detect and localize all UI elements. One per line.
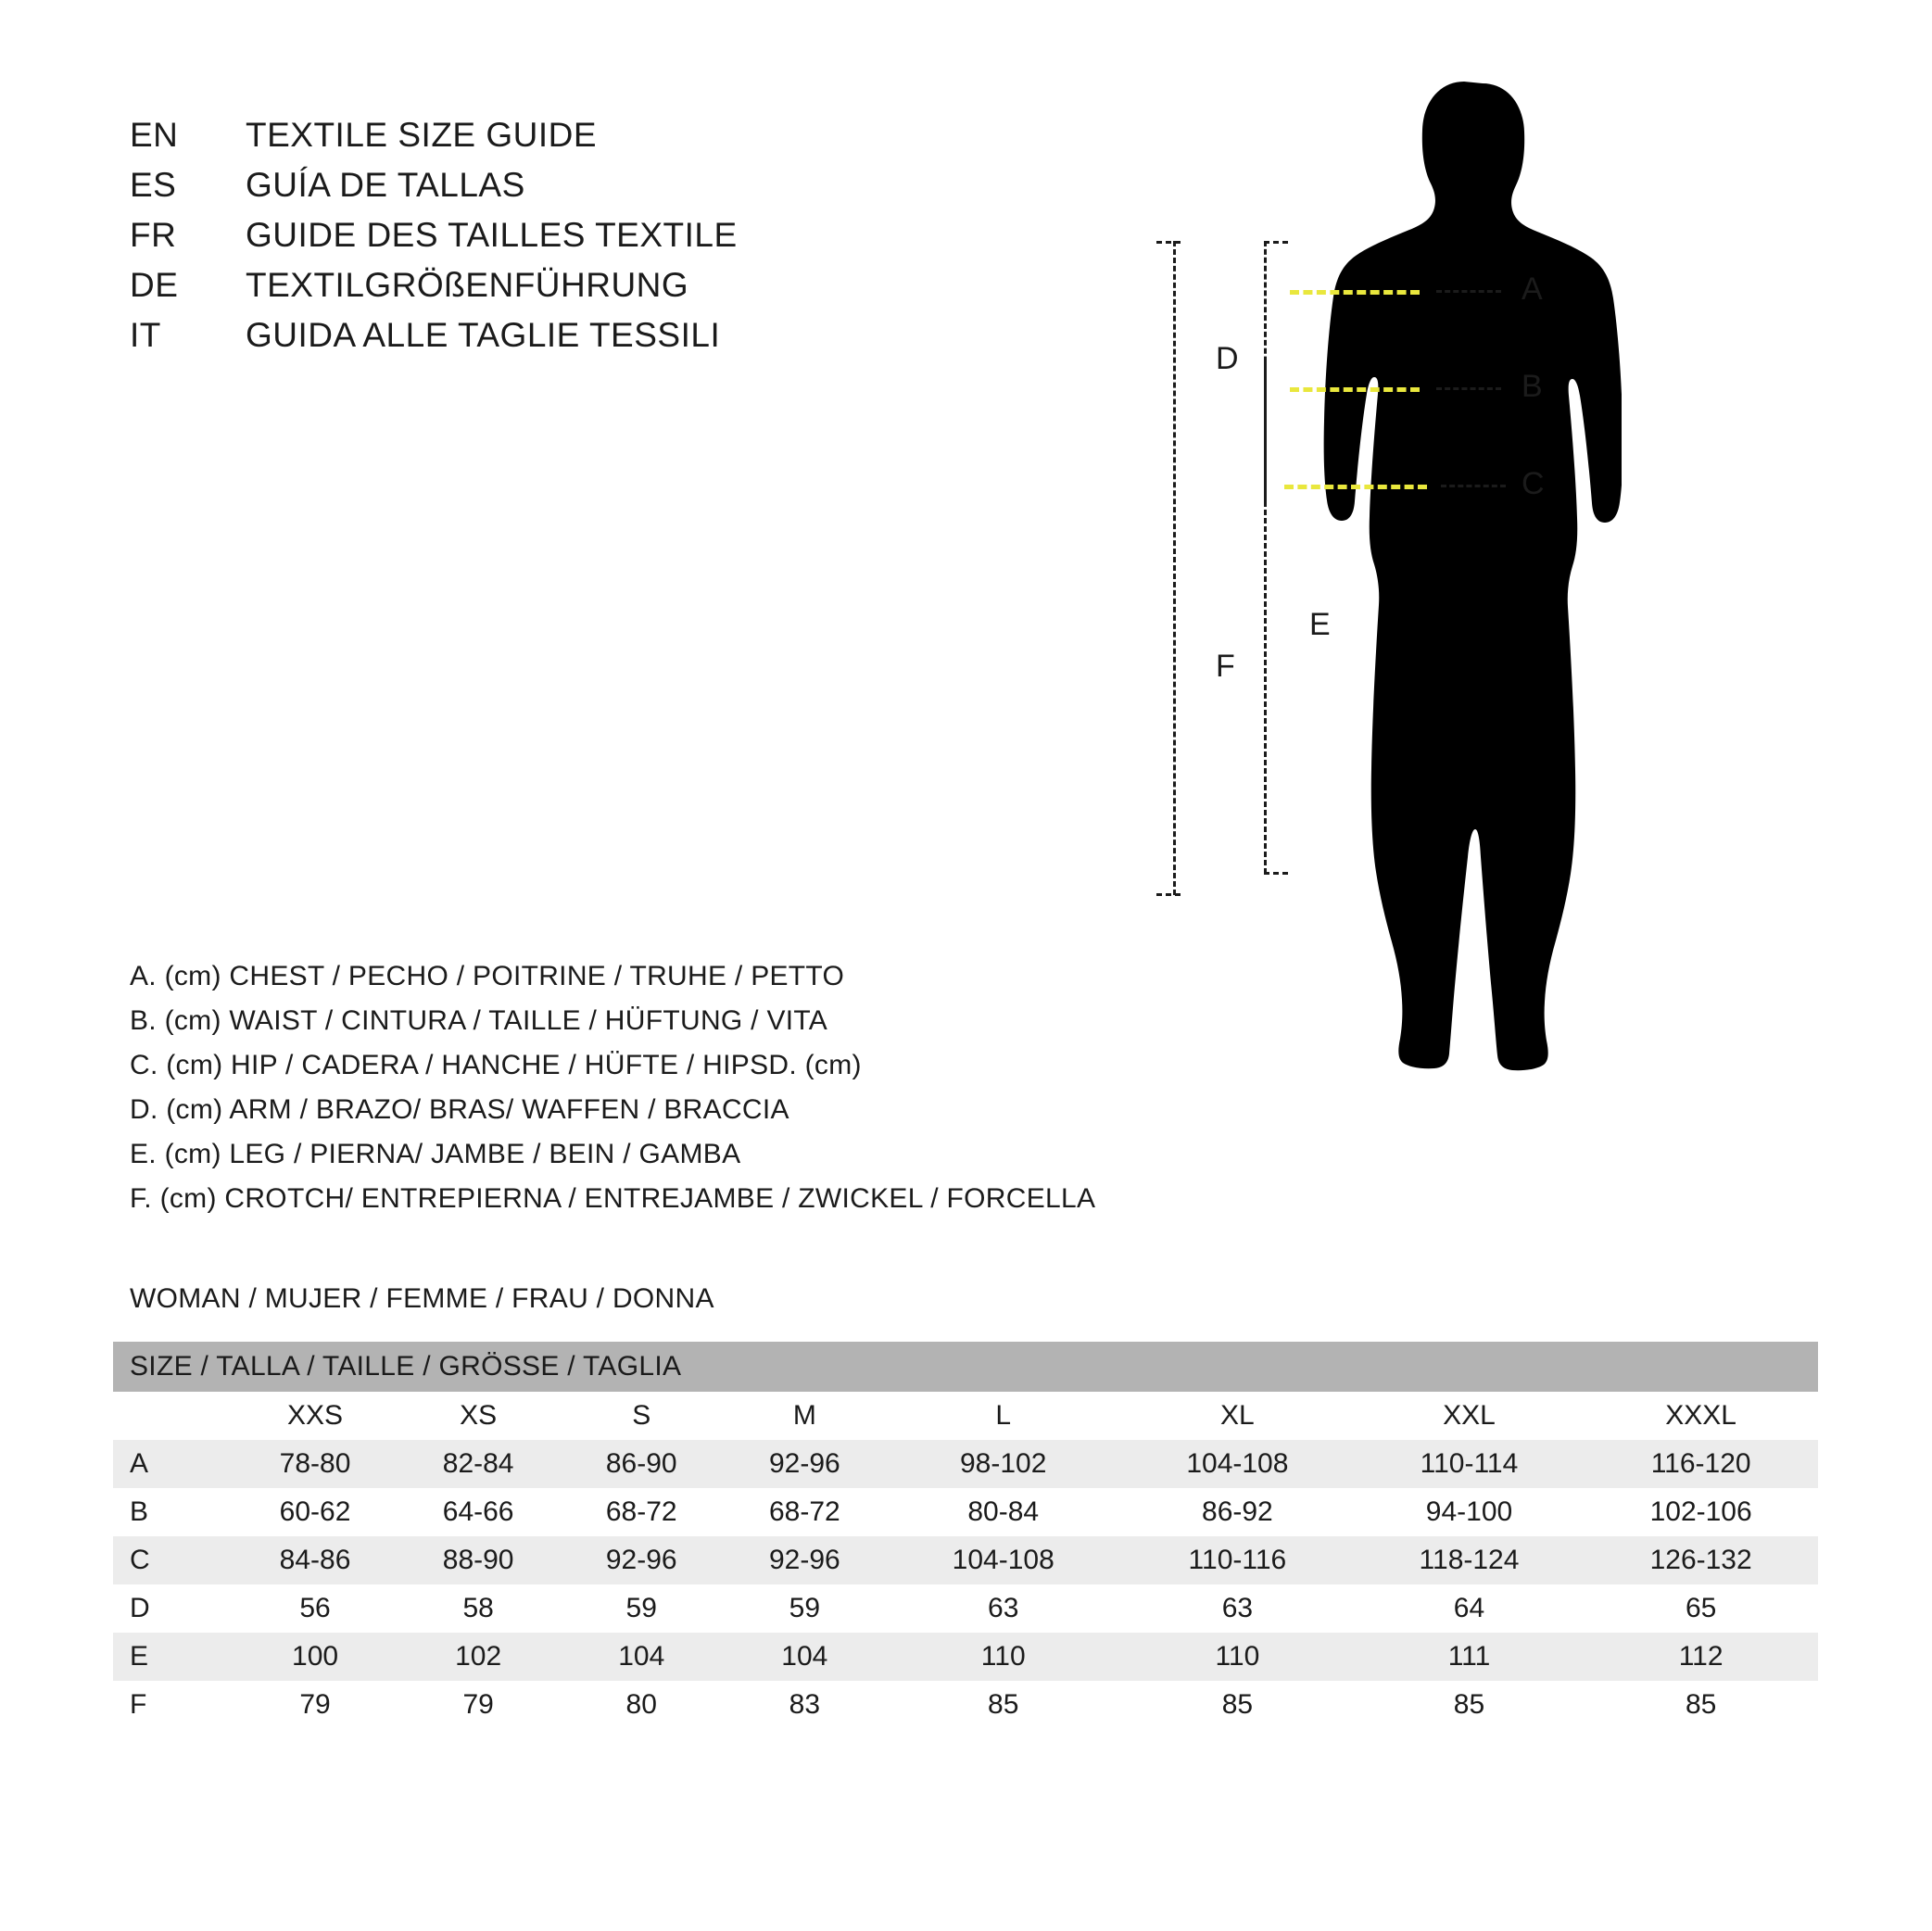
cell-b-s: 68-72 <box>605 1496 677 1527</box>
title-text-it: GUIDA ALLE TAGLIE TESSILI <box>246 316 721 354</box>
legend-item-e: E. (cm) LEG / PIERNA/ JAMBE / BEIN / GAMBA <box>130 1139 741 1169</box>
bracket-e-bottom-tick <box>1264 872 1288 875</box>
cell-f-xl: 85 <box>1221 1689 1254 1720</box>
cell-d-xxs: 56 <box>299 1593 331 1623</box>
measure-line-waist <box>1290 387 1420 392</box>
cell-e-xxs: 100 <box>234 1633 397 1681</box>
cell-f-m: 83 <box>789 1689 821 1720</box>
cell-a-l: 98-102 <box>886 1440 1120 1488</box>
leader-a <box>1436 290 1501 293</box>
leader-b <box>1436 387 1501 390</box>
table-row <box>113 1633 1818 1681</box>
size-col-m: M <box>723 1392 886 1440</box>
cell-c-xs: 88-90 <box>397 1536 560 1584</box>
cell-c-l: 104-108 <box>886 1536 1120 1584</box>
cell-c-m: 92-96 <box>723 1536 886 1584</box>
title-row <box>130 316 871 366</box>
cell-d-xl: 63 <box>1221 1593 1254 1623</box>
cell-a-xxxl: 116-120 <box>1584 1440 1818 1488</box>
title-text-es: GUÍA DE TALLAS <box>246 166 525 204</box>
title-row <box>130 166 871 216</box>
cell-e-xxxl: 112 <box>1584 1633 1818 1681</box>
size-col-xl: XL <box>1120 1392 1355 1440</box>
legend-item-a: A. (cm) CHEST / PECHO / POITRINE / TRUHE / PETTO <box>130 961 845 991</box>
dim-label-c: C <box>1522 466 1545 501</box>
title-text-de: TEXTILGRÖßENFÜHRUNG <box>246 266 689 304</box>
cell-a-m: 92-96 <box>723 1440 886 1488</box>
table-row <box>113 1440 1818 1488</box>
cell-f-l: 85 <box>988 1689 1019 1720</box>
cell-c-xxxl: 126-132 <box>1584 1536 1818 1584</box>
cell-d-xxl: 64 <box>1453 1593 1485 1623</box>
size-col-s: S <box>560 1392 723 1440</box>
cell-f-xs: 79 <box>462 1689 494 1720</box>
cell-c-xxs: 84-86 <box>234 1536 397 1584</box>
row-label-e: E <box>113 1633 234 1681</box>
size-col-xxs: XXS <box>234 1392 397 1440</box>
cell-e-s: 104 <box>560 1633 723 1681</box>
leader-c <box>1441 485 1506 487</box>
title-lang-en: EN <box>130 116 179 154</box>
legend-item-b: B. (cm) WAIST / CINTURA / TAILLE / HÜFTUNG / VITA <box>130 1005 828 1036</box>
cell-d-l: 63 <box>988 1593 1019 1623</box>
row-label-a: A <box>113 1440 234 1488</box>
row-label-c: C <box>113 1536 234 1584</box>
title-lang-es: ES <box>130 166 177 204</box>
cell-d-m: 59 <box>789 1593 821 1623</box>
bracket-d-top-tick <box>1264 241 1288 244</box>
title-lang-it: IT <box>130 316 161 354</box>
cell-b-xxs: 60-62 <box>279 1496 351 1527</box>
cell-e-xl: 110 <box>1120 1633 1355 1681</box>
table-row <box>113 1488 1818 1536</box>
cell-d-xxxl: 65 <box>1685 1593 1717 1623</box>
table-header-label: SIZE / TALLA / TAILLE / GRÖSSE / TAGLIA <box>113 1342 1818 1392</box>
cell-a-s: 86-90 <box>560 1440 723 1488</box>
cell-b-xxxl: 102-106 <box>1649 1496 1752 1527</box>
cell-c-xl: 110-116 <box>1120 1536 1355 1584</box>
bracket-e <box>1264 360 1267 874</box>
table-row <box>113 1584 1818 1633</box>
cell-b-m: 68-72 <box>768 1496 840 1527</box>
row-label-f: F <box>130 1689 147 1720</box>
cell-c-s: 92-96 <box>560 1536 723 1584</box>
size-col-xs: XS <box>397 1392 560 1440</box>
table-row <box>113 1536 1818 1584</box>
row-label-b: B <box>130 1496 149 1527</box>
woman-silhouette-icon <box>1307 74 1622 1205</box>
title-row <box>130 116 871 166</box>
cell-e-m: 104 <box>723 1633 886 1681</box>
row-label-d: D <box>130 1593 150 1623</box>
table-sizes-row <box>113 1392 1818 1440</box>
table-header-row <box>113 1342 1818 1392</box>
dim-label-b: B <box>1522 369 1543 404</box>
cell-d-xs: 58 <box>462 1593 494 1623</box>
legend-block <box>130 954 1223 1221</box>
cell-d-s: 59 <box>625 1593 657 1623</box>
cell-e-xxl: 111 <box>1355 1633 1585 1681</box>
cell-e-xs: 102 <box>397 1633 560 1681</box>
dim-label-d: D <box>1216 341 1239 376</box>
title-lang-fr: FR <box>130 216 177 254</box>
cell-b-xs: 64-66 <box>442 1496 514 1527</box>
measure-line-hip <box>1284 485 1427 489</box>
title-text-en: TEXTILE SIZE GUIDE <box>246 116 598 154</box>
title-row <box>130 216 871 266</box>
cell-f-xxl: 85 <box>1453 1689 1485 1720</box>
cell-a-xs: 82-84 <box>397 1440 560 1488</box>
cell-f-s: 80 <box>625 1689 657 1720</box>
group-label: WOMAN / MUJER / FEMME / FRAU / DONNA <box>130 1283 714 1314</box>
bracket-f-top-tick <box>1156 241 1181 244</box>
title-text-fr: GUIDE DES TAILLES TEXTILE <box>246 216 738 254</box>
cell-b-xxl: 94-100 <box>1425 1496 1513 1527</box>
dim-label-f: F <box>1216 649 1235 684</box>
cell-b-l: 80-84 <box>967 1496 1040 1527</box>
bracket-f-bottom-tick <box>1156 893 1181 896</box>
bracket-f <box>1173 241 1176 895</box>
cell-f-xxxl: 85 <box>1685 1689 1717 1720</box>
title-lang-de: DE <box>130 266 179 304</box>
cell-f-xxs: 79 <box>299 1689 331 1720</box>
legend-item-f: F. (cm) CROTCH/ ENTREPIERNA / ENTREJAMBE / ZWICKEL / FORCELLA <box>130 1183 1096 1214</box>
legend-item-c: C. (cm) HIP / CADERA / HANCHE / HÜFTE / HIPSD. (cm) <box>130 1050 862 1080</box>
size-col-xxxl: XXXL <box>1584 1392 1818 1440</box>
cell-b-xl: 86-92 <box>1202 1496 1273 1527</box>
title-block <box>130 116 871 366</box>
cell-e-l: 110 <box>886 1633 1120 1681</box>
cell-a-xl: 104-108 <box>1120 1440 1355 1488</box>
dim-label-e: E <box>1309 607 1331 642</box>
table-row <box>113 1681 1818 1729</box>
measure-line-chest <box>1290 290 1420 295</box>
table-corner-cell <box>113 1392 234 1440</box>
dim-label-a: A <box>1522 271 1543 307</box>
size-col-l: L <box>886 1392 1120 1440</box>
size-col-xxl: XXL <box>1355 1392 1585 1440</box>
legend-item-d: D. (cm) ARM / BRAZO/ BRAS/ WAFFEN / BRACCIA <box>130 1094 789 1125</box>
cell-a-xxs: 78-80 <box>234 1440 397 1488</box>
measurement-diagram <box>1140 74 1890 1186</box>
cell-c-xxl: 118-124 <box>1355 1536 1585 1584</box>
title-row <box>130 266 871 316</box>
cell-a-xxl: 110-114 <box>1355 1440 1585 1488</box>
size-table <box>113 1342 1818 1729</box>
